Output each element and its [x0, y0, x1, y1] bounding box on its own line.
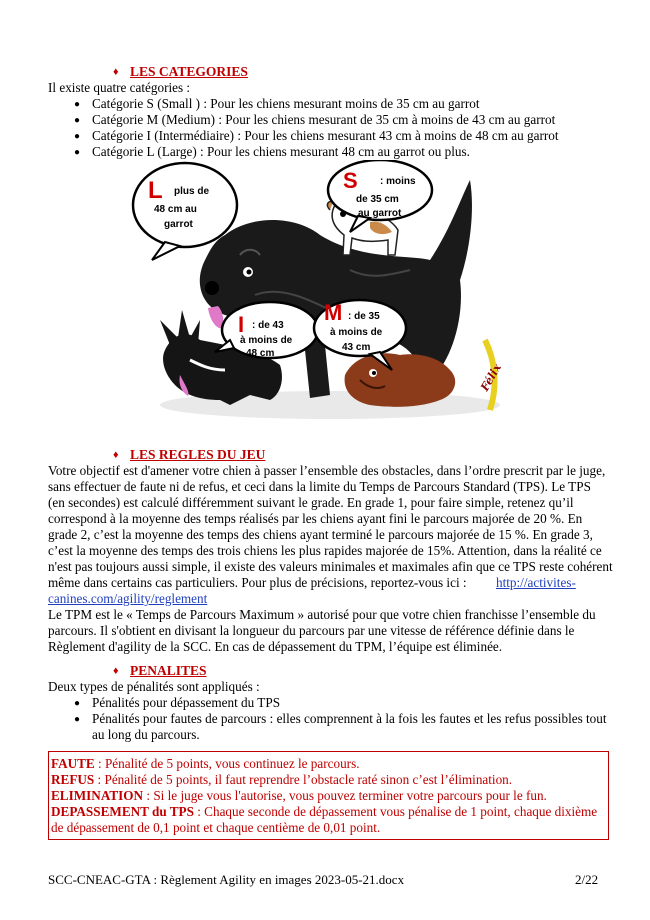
footer-document-name: SCC-CNEAC-GTA : Règlement Agility en images 2023-05-21.docx: [48, 872, 405, 887]
rules-paragraph-line: Votre objectif est d'amener votre chien à passer l’ensemble des obstacles, dans l’ordre prescrit par le juge,: [48, 463, 606, 478]
rules-paragraph-line: (en secondes) est calculé différemment suivant le grade. En grade 1, pour faire simple, retenez qu’il: [48, 495, 574, 510]
elimination-line: [51, 788, 547, 804]
diamond-bullet-icon: ♦: [113, 665, 119, 677]
categories-heading: LES CATEGORIES: [130, 64, 248, 79]
category-item: Catégorie S (Small ) : Pour les chiens mesurant moins de 35 cm au garrot: [92, 96, 480, 111]
footer-page-number: 2/22: [575, 872, 599, 887]
bubble-i-letter: I: [238, 312, 245, 337]
penalties-intro: Deux types de pénalités sont appliqués :: [48, 679, 260, 694]
dogs-categories-illustration: [130, 160, 520, 430]
depassement-text: : Chaque seconde de dépassement vous pénalise de 1 point, chaque dixième: [193, 804, 598, 819]
depassement-line-continued: de dépassement de 0,1 point et chaque centième de 0,01 point.: [51, 820, 381, 835]
reglement-link-continued[interactable]: canines.com/agility/reglement: [48, 591, 208, 606]
rules-paragraph-line: c’est la moyenne des temps des trois chiens les plus rapides majorée de 15%. Attention, dans la réalité ce: [48, 543, 602, 558]
faute-text: : Pénalité de 5 points, vous continuez le parcours.: [94, 756, 360, 771]
penalty-item-continued: au long du parcours.: [92, 727, 200, 742]
depassement-label: DEPASSEMENT du TPS: [51, 804, 194, 819]
refus-text: : Pénalité de 5 points, il faut reprendre l’obstacle raté sinon c’est l’élimination.: [94, 772, 513, 787]
bubble-s-letter: S: [343, 168, 358, 193]
bubble-l-line: 48 cm au: [154, 204, 197, 215]
penalties-heading: PENALITES: [130, 663, 207, 678]
bubble-l-line: plus de: [174, 186, 210, 197]
bubble-m-letter: M: [324, 300, 343, 325]
rules-paragraph-line: grade 2, c’est la moyenne des temps des chiens ayant terminé le parcours majorée de 15 %. En grade 3,: [48, 527, 593, 542]
bubble-l-line: garrot: [164, 219, 193, 230]
category-item: Catégorie I (Intermédiaire) : Pour les chiens mesurant 43 cm à moins de 48 cm au garrot: [92, 128, 559, 143]
penalty-item: Pénalités pour fautes de parcours : elles comprennent à la fois les fautes et les refus possibles tout: [92, 711, 607, 726]
rules-paragraph-line: n'est pas toujours aussi simple, il existe des valeurs minimales et maximales afin que ce TPS reste cohérent: [48, 559, 613, 574]
penalty-item: Pénalités pour dépassement du TPS: [92, 695, 281, 710]
elimination-text: : Si le juge vous l'autorise, vous pouvez terminer votre parcours pour le fun.: [143, 788, 547, 803]
elimination-label: ELIMINATION: [51, 788, 144, 803]
bubble-m-line: à moins de: [330, 327, 383, 338]
bubble-m-line: 43 cm: [342, 342, 371, 353]
bullet-icon: ●: [74, 131, 81, 142]
artist-signature: Félix: [478, 361, 504, 394]
tpm-paragraph-line: parcours. Il s'obtient en divisant la longueur du parcours par une vitesse de référence définie dans le: [48, 623, 575, 638]
category-item: Catégorie L (Large) : Pour les chiens mesurant 48 cm au garrot ou plus.: [92, 144, 470, 159]
tpm-paragraph-line: Règlement d'agility de la SCC. En cas de dépassement du TPM, l’équipe est éliminée.: [48, 639, 503, 654]
refus-line: [51, 772, 512, 788]
bullet-icon: ●: [74, 147, 81, 158]
bubble-i-line: 48 cm: [246, 348, 275, 359]
faute-line: [51, 756, 360, 772]
reglement-link[interactable]: http://activites-: [496, 575, 576, 590]
faute-label: FAUTE: [51, 756, 95, 771]
bubble-s-line: au garrot: [358, 208, 402, 219]
categories-intro: Il existe quatre catégories :: [48, 80, 191, 95]
diamond-bullet-icon: ♦: [113, 66, 119, 78]
penalties-box: [48, 751, 609, 840]
bullet-icon: ●: [74, 115, 81, 126]
category-item: Catégorie M (Medium) : Pour les chiens mesurant de 35 cm à moins de 43 cm au garrot: [92, 112, 556, 127]
rules-paragraph-line: même dans certains cas particuliers. Pour plus de précisions, reportez-vous ici :: [48, 575, 467, 590]
bubble-i-line: : de 43: [252, 320, 284, 331]
bullet-icon: ●: [74, 714, 81, 725]
refus-label: REFUS: [51, 772, 95, 787]
depassement-line: [51, 804, 597, 820]
rules-paragraph-line: correspond à la moyenne des temps réalisés par les chiens ayant fini le parcours majorée de 20 %. En: [48, 511, 583, 526]
bullet-icon: ●: [74, 99, 81, 110]
brown-dog-drawing: [345, 353, 456, 407]
bubble-m-line: : de 35: [348, 311, 380, 322]
bubble-i-line: à moins de: [240, 335, 293, 346]
bullet-icon: ●: [74, 698, 81, 709]
tpm-paragraph-line: Le TPM est le « Temps de Parcours Maximum » autorisé pour que votre chien franchisse l’ensemble du: [48, 607, 596, 622]
rules-heading: LES REGLES DU JEU: [130, 447, 266, 462]
bubble-s-line: : moins: [380, 176, 416, 187]
bubble-l-letter: L: [148, 177, 163, 204]
bubble-s-line: de 35 cm: [356, 194, 399, 205]
diamond-bullet-icon: ♦: [113, 449, 119, 461]
rules-paragraph-line: sans effectuer de faute ni de refus, et ceci dans la limite du Temps de Parcours Standard (TPS). Le TPS: [48, 479, 591, 494]
